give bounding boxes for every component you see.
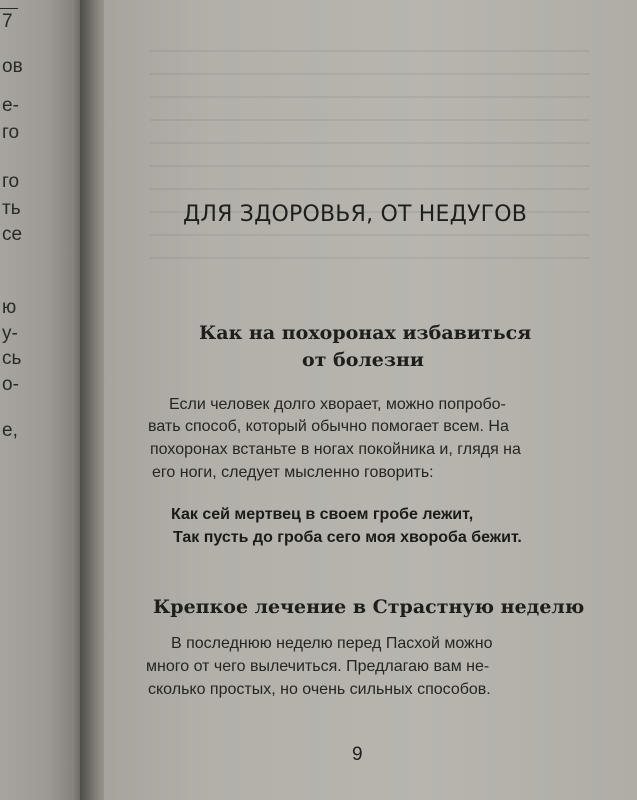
paragraph-line: много от чего вылечиться. Предлагаю вам не-: [146, 658, 490, 675]
section-title: Крепкое лечение в Страстную неделю: [153, 596, 585, 618]
previous-page-line: ть: [2, 198, 21, 219]
verse-line: Как сей мертвец в своем гробе лежит,: [171, 506, 474, 523]
previous-page-line: е-: [2, 95, 19, 116]
chapter-title: ДЛЯ ЗДОРОВЬЯ, ОТ НЕДУГОВ: [183, 202, 528, 227]
show-through-shadow: [150, 50, 590, 270]
page-number: 9: [352, 744, 363, 765]
paragraph-line: вать способ, который обычно помогает всем. На: [148, 418, 509, 435]
paragraph-line: Если человек долго хворает, можно попробо-: [169, 396, 506, 413]
paragraph-line: его ноги, следует мысленно говорить:: [152, 464, 434, 481]
previous-page-line: сь: [2, 348, 22, 369]
previous-page-line: ю: [2, 297, 17, 318]
previous-page-line: о-: [2, 374, 19, 395]
section-title-line: Как на похоронах избавиться: [199, 322, 532, 344]
previous-page-line: го: [2, 122, 20, 143]
verse-line: Так пусть до гроба сего моя хвороба бежит.: [173, 529, 522, 546]
previous-page: [0, 0, 86, 800]
previous-page-line: у-: [2, 323, 18, 344]
previous-page-line: ов: [2, 56, 23, 77]
previous-page-line: се: [2, 224, 23, 245]
paragraph-line: похоронах встаньте в ногах покойника и, глядя на: [150, 441, 521, 458]
paragraph-line: сколько простых, но очень сильных способов.: [148, 681, 491, 698]
previous-page-text-column: [0, 0, 60, 800]
section-title-line: от болезни: [302, 349, 425, 371]
previous-page-line: е,: [2, 420, 18, 441]
previous-page-line: го: [2, 171, 20, 192]
paragraph-line: В последнюю неделю перед Пасхой можно: [171, 635, 493, 652]
previous-page-line: 7: [2, 11, 13, 32]
